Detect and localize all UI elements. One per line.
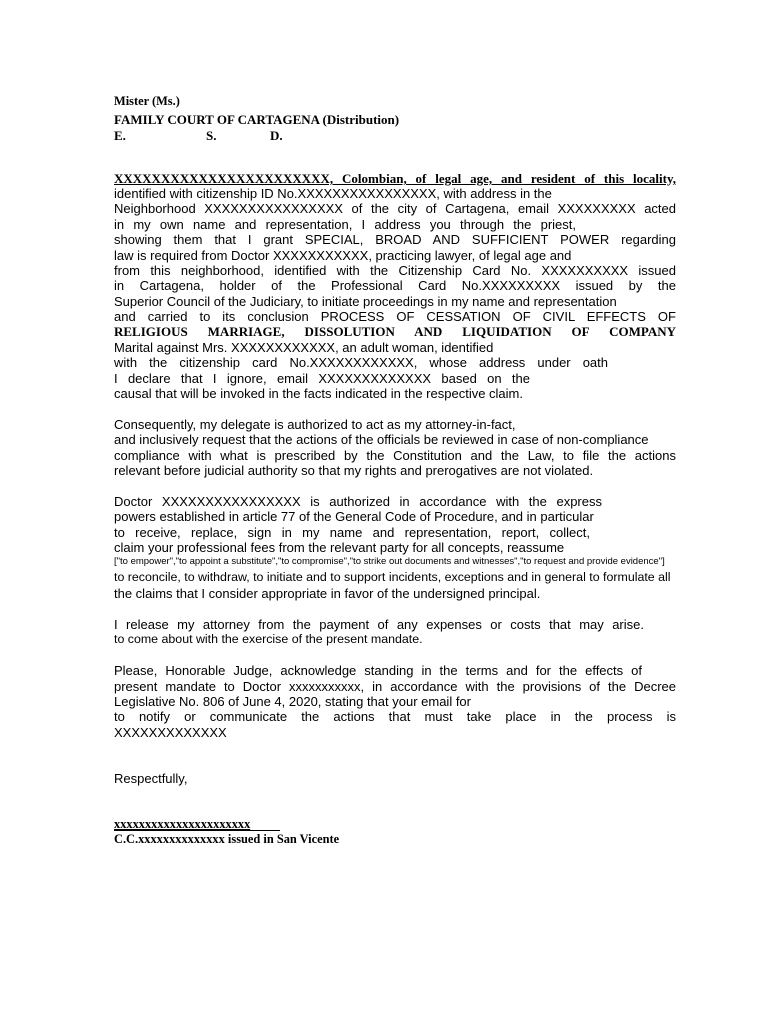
p1-line-5: showing them that I grant SPECIAL, BROAD AND SUFFICIENT POWER regarding [114, 232, 676, 247]
p1-line-6: law is required from Doctor XXXXXXXXXXX, practicing lawyer, of legal age and [114, 248, 572, 263]
p4-line-2: to come about with the exercise of the present mandate. [114, 632, 423, 646]
p3-line-4: claim your professional fees from the relevant party for all concepts, reassume [114, 540, 565, 555]
p3-line-6: to reconcile, to withdraw, to initiate and to support incidents, exceptions and in general to formulate all [114, 570, 671, 584]
p5-line-4: to notify or communicate the actions that must take place in the process is [114, 709, 676, 724]
addressee: Mister (Ms.) [114, 94, 180, 108]
p1-line-3: Neighborhood XXXXXXXXXXXXXXXX of the city of Cartagena, email XXXXXXXXX acted [114, 201, 676, 216]
p1-line-4: in my own name and representation, I address you through the priest, [114, 217, 576, 232]
closing: Respectfully, [114, 771, 188, 786]
p2-line-2: and inclusively request that the actions of the officials be reviewed in case of non-compliance [114, 432, 649, 447]
p1-line-12: Marital against Mrs. XXXXXXXXXXXX, an adult woman, identified [114, 340, 494, 355]
p1-line-14: I declare that I ignore, email XXXXXXXXXXXXX based on the [114, 371, 530, 386]
p1-line-11: RELIGIOUS MARRIAGE, DISSOLUTION AND LIQUIDATION OF COMPANY [114, 324, 676, 339]
p2-line-1: Consequently, my delegate is authorized to act as my attorney-in-fact, [114, 417, 516, 432]
p3-line-3: to receive, replace, sign in my name and representation, report, collect, [114, 525, 590, 540]
p3-line-7: the claims that I consider appropriate in favor of the undersigned principal. [114, 586, 541, 601]
p4-line-1: I release my attorney from the payment of any expenses or costs that may arise. [114, 617, 644, 632]
p1-line-7: from this neighborhood, identified with the Citizenship Card No. XXXXXXXXXX issued [114, 263, 676, 278]
esd-d: D. [270, 128, 283, 143]
court-name: FAMILY COURT OF CARTAGENA (Distribution) [114, 112, 400, 127]
p1-line-10: and carried to its conclusion PROCESS OF CESSATION OF CIVIL EFFECTS OF [114, 309, 676, 324]
p1-line-15: causal that will be invoked in the facts indicated in the respective claim. [114, 386, 523, 401]
p5-line-3: Legislative No. 806 of June 4, 2020, stating that your email for [114, 694, 471, 709]
p1-line-13: with the citizenship card No.XXXXXXXXXXXX, whose address under oath [114, 355, 608, 370]
p3-line-1: Doctor XXXXXXXXXXXXXXXX is authorized in accordance with the express [114, 494, 602, 509]
signature-line [114, 818, 280, 831]
p1-line-1 [114, 172, 676, 185]
p5-line-1: Please, Honorable Judge, acknowledge standing in the terms and for the effects of [114, 663, 642, 678]
esd-s: S. [206, 128, 217, 143]
p1-line-2: identified with citizenship ID No.XXXXXXXXXXXXXXXX, with address in the [114, 186, 552, 201]
p1-line-9: Superior Council of the Judiciary, to initiate proceedings in my name and representation [114, 294, 617, 309]
esd-line [114, 129, 283, 142]
p2-line-4: relevant before judicial authority so that my rights and prerogatives are not violated. [114, 463, 594, 478]
principal-name: XXXXXXXXXXXXXXXXXXXXXXX, Colombian, of legal age, and resident of this locality, [114, 171, 676, 186]
signature-id: C.C.xxxxxxxxxxxxxx issued in San Vicente [114, 832, 340, 846]
p5-line-5: XXXXXXXXXXXXX [114, 725, 227, 740]
signature-name: xxxxxxxxxxxxxxxxxxxxxx [114, 817, 251, 831]
p3-line-5: ["to empower","to appoint a substitute","to compromise","to strike out documents and witnesses","to request and provide evidence"] [114, 556, 665, 567]
p5-line-2: present mandate to Doctor xxxxxxxxxxx, in accordance with the provisions of the Decree [114, 679, 676, 694]
esd-e: E. [114, 128, 126, 143]
p2-line-3: compliance with what is prescribed by the Constitution and the Law, to file the actions [114, 448, 676, 463]
p3-line-2: powers established in article 77 of the General Code of Procedure, and in particular [114, 509, 594, 524]
p1-line-8: in Cartagena, holder of the Professional Card No.XXXXXXXXX issued by the [114, 278, 676, 293]
